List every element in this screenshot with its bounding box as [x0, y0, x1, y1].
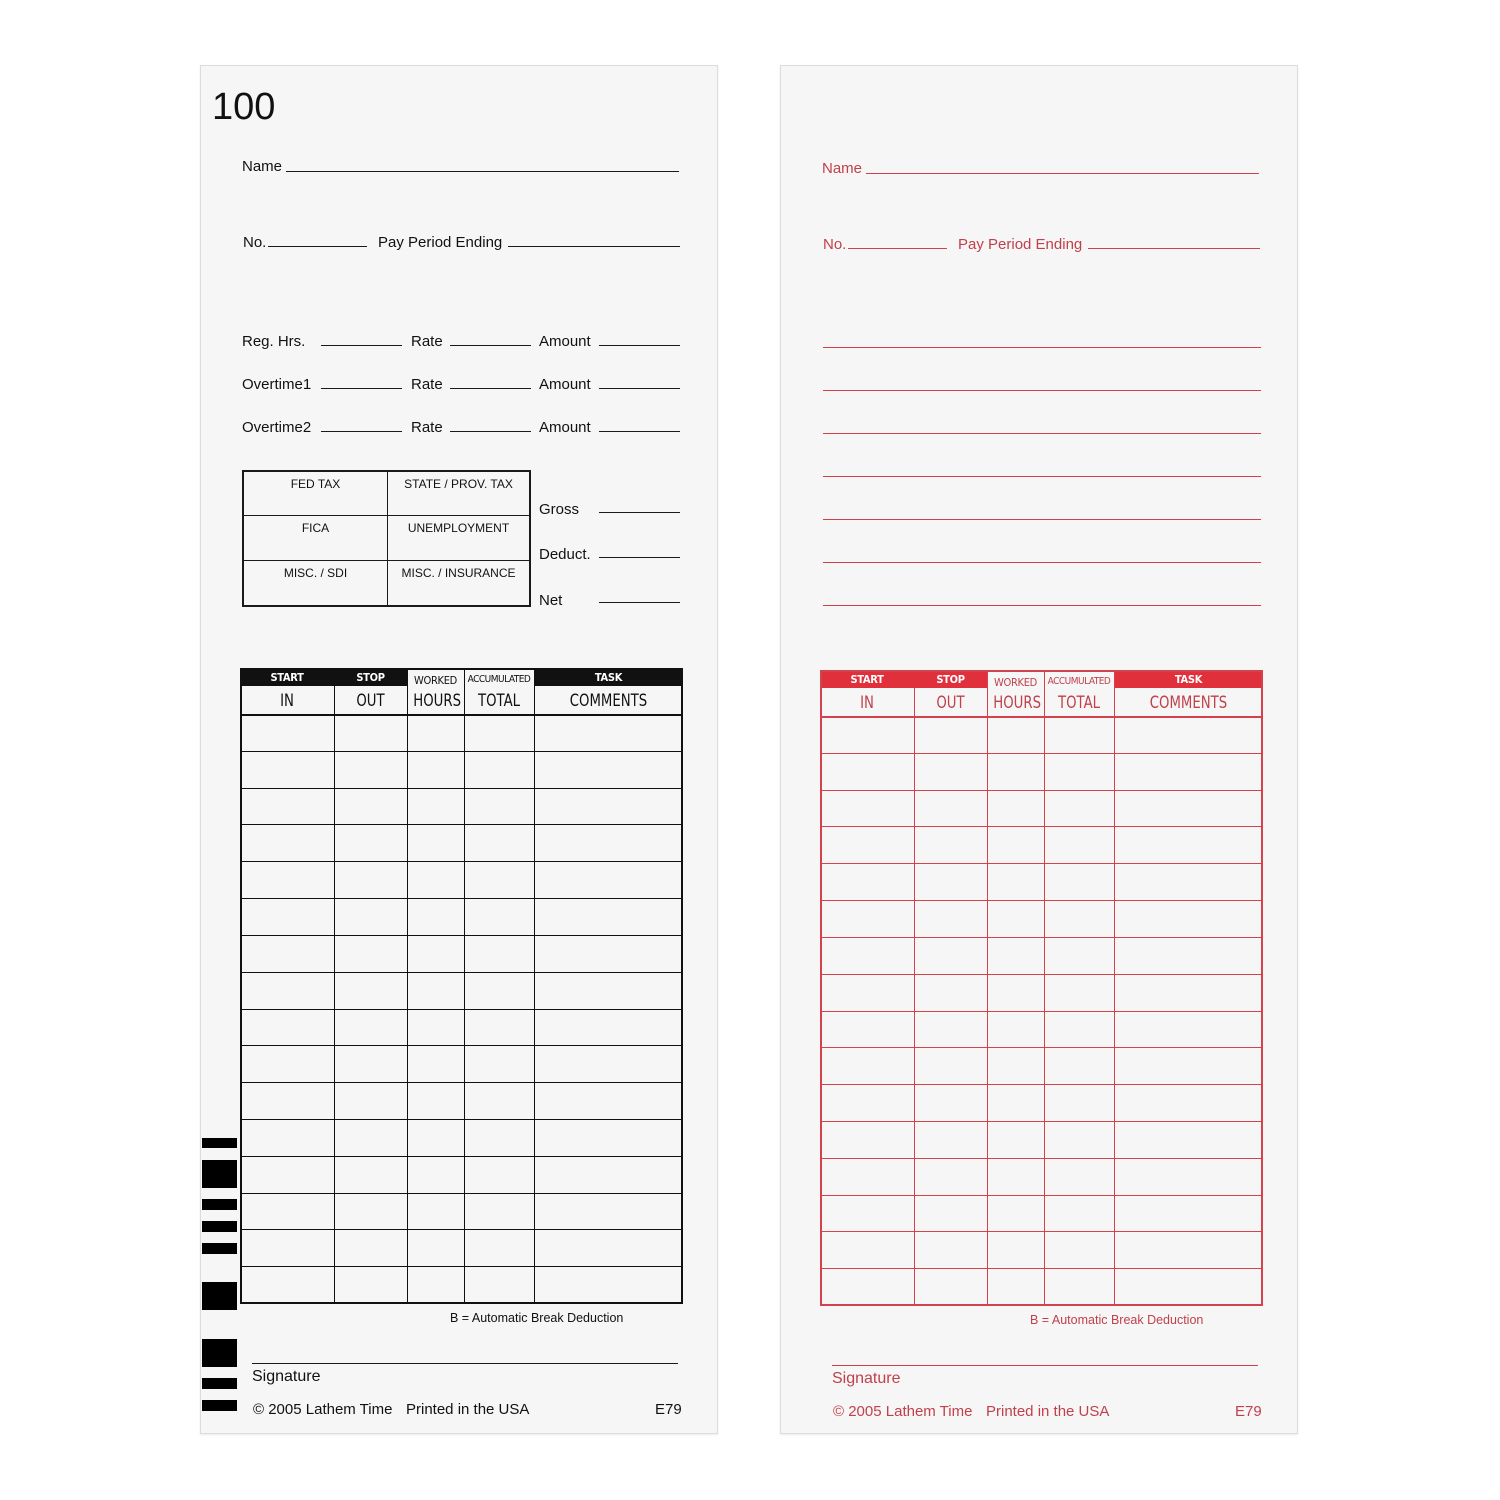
number-field[interactable]: [268, 246, 367, 247]
fica-cell[interactable]: FICA: [244, 516, 388, 560]
table-border: [820, 670, 1263, 1306]
column-header-bottom: OUT: [936, 693, 965, 713]
amount-label: Amount: [539, 333, 591, 350]
column-header-bottom: TOTAL: [477, 691, 521, 711]
column-header-top: START: [850, 673, 884, 686]
blank-line[interactable]: [823, 562, 1261, 563]
net-label: Net: [539, 592, 563, 609]
signature-field[interactable]: [832, 1365, 1258, 1366]
misc-sdi-cell[interactable]: MISC. / SDI: [244, 561, 388, 605]
card-number: 100: [212, 86, 276, 128]
hours-field[interactable]: [321, 388, 402, 389]
timing-mark: [202, 1378, 237, 1389]
name-label: Name: [822, 160, 863, 177]
table-border: [240, 668, 683, 1304]
amount-label: Amount: [539, 419, 591, 436]
break-deduction-note: B = Automatic Break Deduction: [1030, 1313, 1204, 1327]
column-header-bottom: COMMENTS: [1149, 693, 1228, 713]
pay-row-label: Overtime2: [242, 419, 312, 436]
gross-field[interactable]: [599, 512, 680, 513]
pay-period-field[interactable]: [1088, 248, 1260, 249]
timing-mark: [202, 1282, 237, 1310]
column-header-top: WORKED: [413, 674, 457, 687]
pay-period-field[interactable]: [508, 246, 680, 247]
column-header-bottom: TOTAL: [1057, 693, 1101, 713]
amount-label: Amount: [539, 376, 591, 393]
column-header-top: START: [270, 671, 304, 684]
printed-text: Printed in the USA: [986, 1403, 1110, 1420]
unemployment-cell[interactable]: UNEMPLOYMENT: [388, 516, 529, 560]
column-header-bottom: HOURS: [993, 693, 1042, 713]
net-field[interactable]: [599, 602, 680, 603]
rate-label: Rate: [411, 419, 443, 436]
name-field[interactable]: [866, 173, 1259, 174]
column-header-bottom: COMMENTS: [569, 691, 648, 711]
timing-mark: [202, 1243, 237, 1254]
break-deduction-note: B = Automatic Break Deduction: [450, 1311, 624, 1325]
fed-tax-cell[interactable]: FED TAX: [244, 472, 388, 516]
time-card-back: [780, 65, 1298, 1434]
column-header-top: TASK: [1174, 673, 1203, 686]
number-field[interactable]: [848, 248, 947, 249]
form-code: E79: [1235, 1403, 1262, 1420]
number-label: No.: [243, 234, 267, 251]
timing-mark: [202, 1160, 237, 1188]
amount-field[interactable]: [599, 388, 680, 389]
deduct-label: Deduct.: [539, 546, 591, 563]
amount-field[interactable]: [599, 345, 680, 346]
time-entry-table: [240, 668, 683, 1304]
blank-line[interactable]: [823, 476, 1261, 477]
blank-line[interactable]: [823, 519, 1261, 520]
rate-label: Rate: [411, 333, 443, 350]
misc-insurance-cell[interactable]: MISC. / INSURANCE: [401, 565, 516, 580]
form-code: E79: [655, 1401, 682, 1418]
timing-mark: [202, 1199, 237, 1210]
time-entry-table: [820, 670, 1263, 1306]
state-tax-cell[interactable]: STATE / PROV. TAX: [388, 472, 529, 516]
column-header-bottom: OUT: [356, 691, 385, 711]
copyright-text: © 2005 Lathem Time: [833, 1403, 973, 1420]
blank-line[interactable]: [823, 433, 1261, 434]
rate-field[interactable]: [450, 345, 531, 346]
column-header-top: STOP: [936, 673, 965, 686]
amount-field[interactable]: [599, 431, 680, 432]
timing-mark: [202, 1221, 237, 1232]
signature-label: Signature: [832, 1370, 901, 1387]
pay-row-label: Reg. Hrs.: [242, 333, 306, 350]
time-card-front: [200, 65, 718, 1434]
rate-field[interactable]: [450, 431, 531, 432]
rate-field[interactable]: [450, 388, 531, 389]
number-label: No.: [823, 236, 847, 253]
column-header-bottom: IN: [860, 693, 874, 713]
copyright-text: © 2005 Lathem Time: [253, 1401, 393, 1418]
timing-mark: [202, 1339, 237, 1367]
tax-deductions-box: [242, 470, 531, 607]
column-header-top: ACCUMULATED: [467, 674, 531, 685]
pay-period-label: Pay Period Ending: [378, 234, 503, 251]
timing-mark: [202, 1138, 237, 1148]
signature-field[interactable]: [252, 1363, 678, 1364]
column-header-bottom: IN: [280, 691, 294, 711]
column-header-top: ACCUMULATED: [1047, 676, 1111, 687]
timing-mark: [202, 1400, 237, 1411]
blank-line[interactable]: [823, 347, 1261, 348]
rate-label: Rate: [411, 376, 443, 393]
column-header-top: WORKED: [993, 676, 1037, 689]
blank-line[interactable]: [823, 390, 1261, 391]
blank-line[interactable]: [823, 605, 1261, 606]
hours-field[interactable]: [321, 431, 402, 432]
gross-label: Gross: [539, 501, 580, 518]
printed-text: Printed in the USA: [406, 1401, 530, 1418]
column-header-top: STOP: [356, 671, 385, 684]
column-header-top: TASK: [594, 671, 623, 684]
pay-row-label: Overtime1: [242, 376, 312, 393]
hours-field[interactable]: [321, 345, 402, 346]
name-label: Name: [242, 158, 283, 175]
column-header-bottom: HOURS: [413, 691, 462, 711]
pay-period-label: Pay Period Ending: [958, 236, 1083, 253]
name-field[interactable]: [286, 171, 679, 172]
deduct-field[interactable]: [599, 557, 680, 558]
signature-label: Signature: [252, 1368, 321, 1385]
